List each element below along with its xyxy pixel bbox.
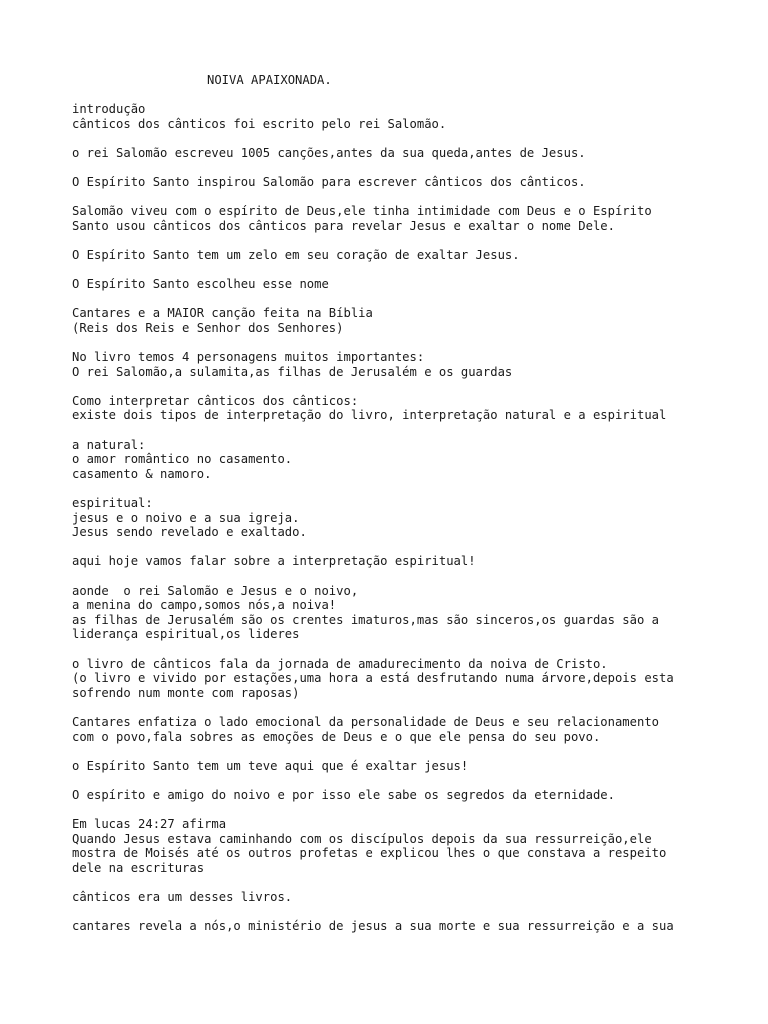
paragraph	[72, 584, 732, 642]
text-line: dele na escrituras	[72, 860, 205, 875]
paragraph	[72, 759, 732, 774]
paragraph	[72, 890, 732, 905]
text-line: (Reis dos Reis e Senhor dos Senhores)	[72, 320, 344, 335]
text-line: Quando Jesus estava caminhando com os discípulos depois da sua ressurreição,ele	[72, 831, 652, 846]
paragraph	[72, 102, 732, 131]
text-line: Em lucas 24:27 afirma	[72, 817, 227, 832]
text-line: casamento & namoro.	[72, 466, 212, 481]
text-line: o Espírito Santo tem um teve aqui que é exaltar jesus!	[72, 758, 469, 773]
text-line: cantares revela a nós,o ministério de jesus a sua morte e sua ressurreição e a sua	[72, 919, 674, 934]
text-line: cânticos era um desses livros.	[72, 890, 293, 905]
paragraph	[72, 204, 732, 233]
paragraph	[72, 715, 732, 744]
text-line: O rei Salomão,a sulamita,as filhas de Jerusalém e os guardas	[72, 364, 513, 379]
paragraph	[72, 438, 732, 482]
text-line: aonde o rei Salomão e Jesus e o noivo,	[72, 583, 359, 598]
text-line: mostra de Moisés até os outros profetas e explicou lhes o que constava a respeito	[72, 846, 667, 861]
text-line: existe dois tipos de interpretação do livro, interpretação natural e a espiritual	[72, 408, 667, 423]
text-line: Como interpretar cânticos dos cânticos:	[72, 393, 359, 408]
text-line: Santo usou cânticos dos cânticos para revelar Jesus e exaltar o nome Dele.	[72, 218, 615, 233]
text-line: jesus e o noivo e a sua igreja.	[72, 510, 300, 525]
paragraph	[72, 394, 732, 423]
paragraph	[72, 306, 732, 335]
text-line: a natural:	[72, 437, 146, 452]
paragraph	[72, 817, 732, 875]
text-line: as filhas de Jerusalém são os crentes imaturos,mas são sinceros,os guardas são a	[72, 612, 659, 627]
paragraph	[72, 175, 732, 190]
document-title: NOIVA APAIXONADA.	[207, 73, 332, 87]
paragraph	[72, 554, 732, 569]
paragraph	[72, 496, 732, 540]
text-line: espiritual:	[72, 496, 153, 511]
text-line: cânticos dos cânticos foi escrito pelo rei Salomão.	[72, 116, 447, 131]
paragraph	[72, 277, 732, 292]
text-line: aqui hoje vamos falar sobre a interpretação espiritual!	[72, 554, 476, 569]
text-line: a menina do campo,somos nós,a noiva!	[72, 598, 337, 613]
paragraph	[72, 146, 732, 161]
text-line: O Espírito Santo escolheu esse nome	[72, 277, 329, 292]
text-line: introdução	[72, 102, 146, 116]
text-line: Salomão viveu com o espírito de Deus,ele tinha intimidade com Deus e o Espírito	[72, 204, 652, 219]
text-line: o rei Salomão escreveu 1005 canções,antes da sua queda,antes de Jesus.	[72, 145, 586, 160]
text-line: No livro temos 4 personagens muitos importantes:	[72, 350, 425, 365]
text-line: com o povo,fala sobres as emoções de Deus e o que ele pensa do seu povo.	[72, 729, 601, 744]
text-line: O Espírito Santo tem um zelo em seu coração de exaltar Jesus.	[72, 247, 520, 262]
text-line: O Espírito Santo inspirou Salomão para escrever cânticos dos cânticos.	[72, 174, 586, 189]
paragraph	[72, 788, 732, 803]
document-body	[72, 102, 732, 948]
text-line: Cantares e a MAIOR canção feita na Bíblia	[72, 306, 373, 321]
text-line: sofrendo num monte com raposas)	[72, 685, 300, 700]
paragraph	[72, 919, 732, 934]
paragraph	[72, 657, 732, 701]
text-line: Cantares enfatiza o lado emocional da personalidade de Deus e seu relacionamento	[72, 714, 659, 729]
paragraph	[72, 248, 732, 263]
text-line: o amor romântico no casamento.	[72, 452, 293, 467]
text-line: liderança espiritual,os lideres	[72, 627, 300, 642]
text-line: Jesus sendo revelado e exaltado.	[72, 525, 307, 540]
text-line: o livro de cânticos fala da jornada de amadurecimento da noiva de Cristo.	[72, 656, 608, 671]
text-line: (o livro e vivido por estações,uma hora a está desfrutando numa árvore,depois esta	[72, 671, 674, 686]
paragraph	[72, 350, 732, 379]
text-line: O espírito e amigo do noivo e por isso ele sabe os segredos da eternidade.	[72, 787, 615, 802]
